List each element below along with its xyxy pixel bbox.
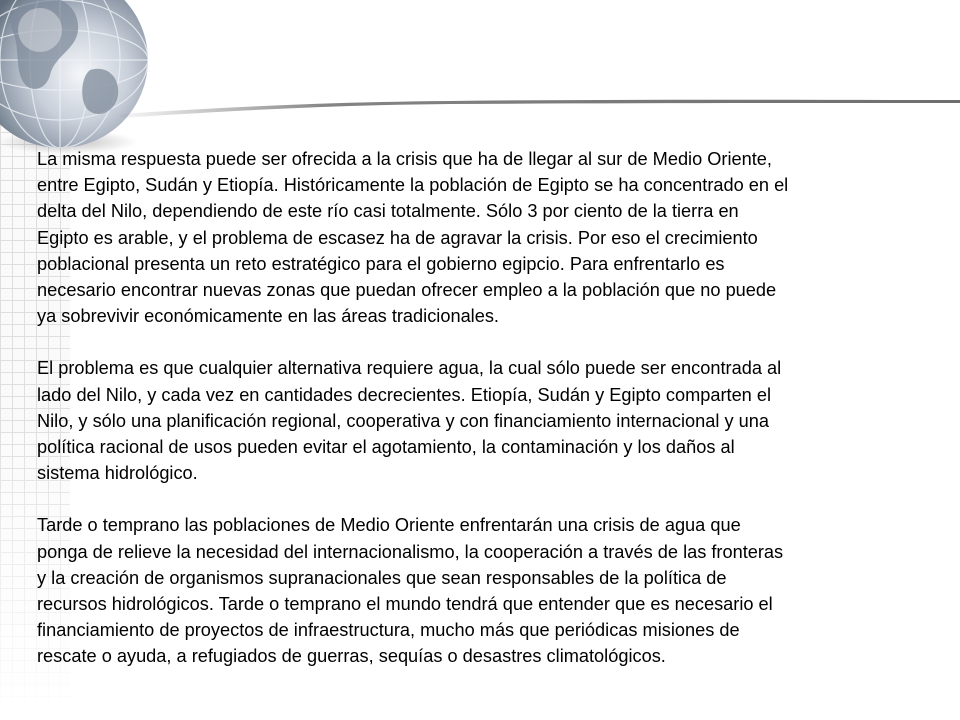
slide-body <box>37 146 937 696</box>
paragraph: El problema es que cualquier alternativa requiere agua, la cual sólo puede ser encontrada al lado del Nilo, y cada vez en cantidades decrecientes. Etiopía, Sudán y Egipto comparten el Nilo, y sólo una planificación regional, cooperativa y con financiamiento internacional y una política racional de usos pueden evitar el agotamiento, la contaminación y los daños al sistema hidrológico. <box>37 358 782 484</box>
paragraph: Tarde o temprano las poblaciones de Medio Oriente enfrentarán una crisis de agua que ponga de relieve la necesidad del internacionalismo, la cooperación a través de las fronteras y la creación de organismos supranacionales que sean responsables de la política de recursos hidrológicos. Tarde o temprano el mundo tendrá que entender que es necesario el financiamiento de proyectos de infraestructura, mucho más que periódicas misiones de rescate o ayuda, a refugiados de guerras, sequías o desastres climatológicos. <box>37 515 784 667</box>
decorative-swoosh <box>120 80 960 120</box>
paragraph: La misma respuesta puede ser ofrecida a la crisis que ha de llegar al sur de Medio Oriente, entre Egipto, Sudán y Etiopía. Históricamente la población de Egipto se ha concentrado en el delta del Nilo, dependiendo de este río casi totalmente. Sólo 3 por ciento de la tierra en Egipto es arable, y el problema de escasez ha de agravar la crisis. Por eso el crecimiento poblacional presenta un reto estratégico para el gobierno egipcio. Para enfrentarlo es necesario encontrar nuevas zonas que puedan ofrecer empleo a la población que no puede ya sobrevivir económicamente en las áreas tradicionales. <box>37 149 789 327</box>
